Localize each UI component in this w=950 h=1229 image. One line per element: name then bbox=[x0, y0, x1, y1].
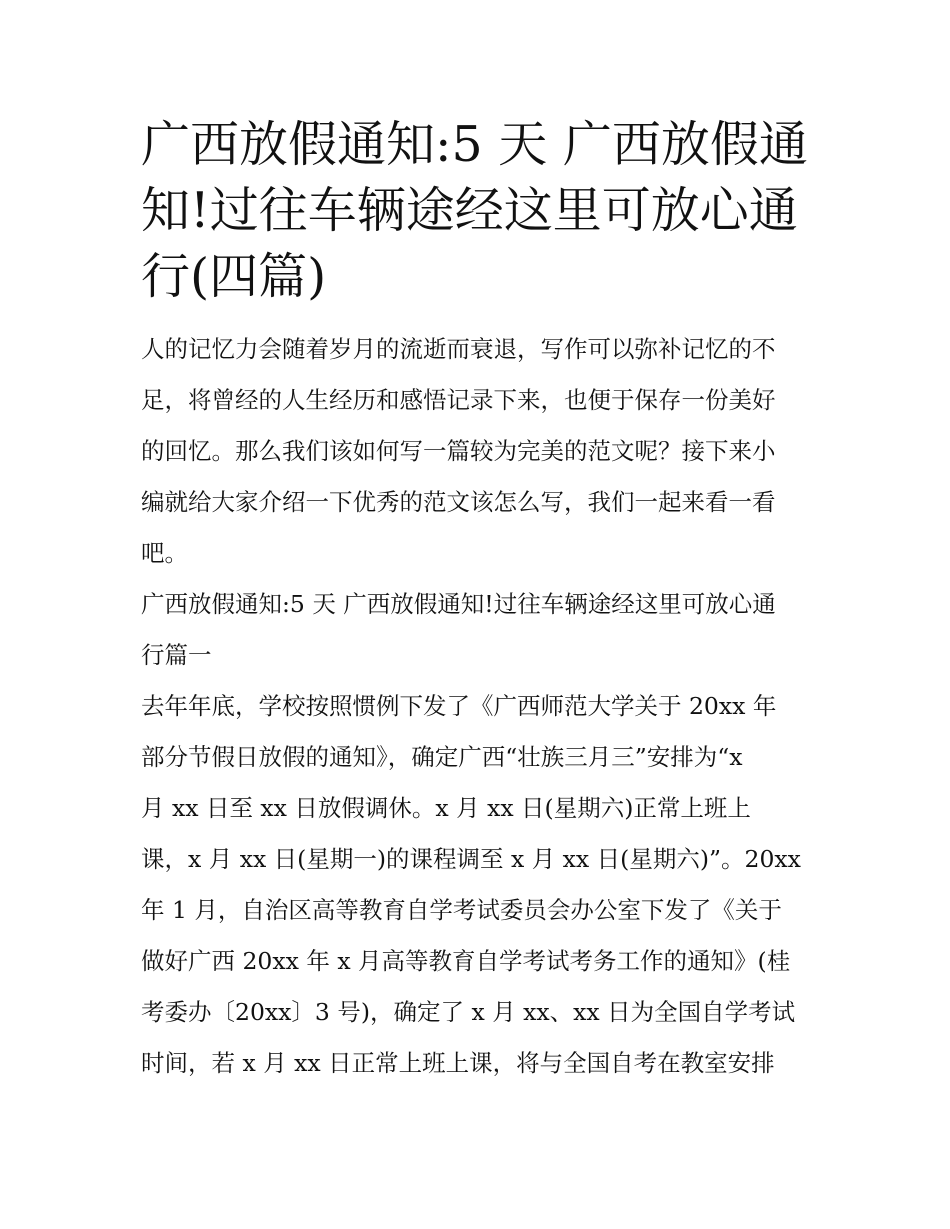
body-line: 月 xx 日至 xx 日放假调休。x 月 xx 日(星期六)正常上班上 bbox=[141, 794, 751, 822]
body-paragraph bbox=[141, 681, 811, 1089]
intro-line: 的回忆。那么我们该如何写一篇较为完美的范文呢？接下来小 bbox=[141, 437, 776, 465]
title-line: 行(四篇) bbox=[141, 248, 327, 305]
section-heading-line: 行篇一 bbox=[141, 641, 212, 669]
section-heading-line: 广西放假通知:5 天 广西放假通知!过往车辆途经这里可放心通 bbox=[141, 590, 776, 618]
body-line: 年 1 月，自治区高等教育自学考试委员会办公室下发了《关于 bbox=[141, 896, 782, 924]
title-line: 知!过往车辆途经这里可放心通 bbox=[141, 182, 798, 239]
intro-line: 足，将曾经的人生经历和感悟记录下来，也便于保存一份美好 bbox=[141, 386, 776, 414]
document-title bbox=[141, 112, 811, 310]
intro-line: 编就给大家介绍一下优秀的范文该怎么写，我们一起来看一看 bbox=[141, 488, 776, 516]
body-line: 去年年底，学校按照惯例下发了《广西师范大学关于 20xx 年 bbox=[141, 692, 777, 720]
document-content bbox=[141, 112, 811, 1089]
body-line: 课，x 月 xx 日(星期一)的课程调至 x 月 xx 日(星期六)”。20xx bbox=[141, 845, 801, 873]
body-line: 部分节假日放假的通知》，确定广西“壮族三月三”安排为“x bbox=[141, 743, 743, 771]
body-line: 考委办〔20xx〕3 号)，确定了 x 月 xx、xx 日为全国自学考试 bbox=[141, 998, 796, 1026]
intro-line: 吧。 bbox=[141, 539, 188, 567]
title-line: 广西放假通知:5 天 广西放假通 bbox=[141, 116, 808, 173]
intro-line: 人的记忆力会随着岁月的流逝而衰退，写作可以弥补记忆的不 bbox=[141, 335, 776, 363]
section-heading bbox=[141, 579, 811, 681]
body-line: 时间，若 x 月 xx 日正常上班上课，将与全国自考在教室安排 bbox=[141, 1049, 775, 1077]
body-line: 做好广西 20xx 年 x 月高等教育自学考试考务工作的通知》(桂 bbox=[141, 947, 791, 975]
intro-paragraph bbox=[141, 324, 811, 579]
